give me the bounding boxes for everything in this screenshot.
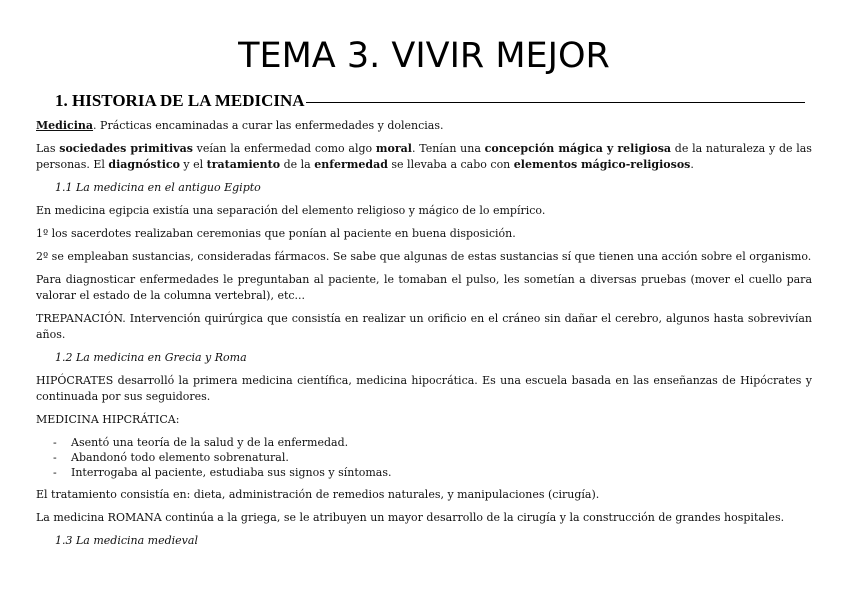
egipto-paragraph-5: TREPANACIÓN. Intervención quirúrgica que consistía en realizar un orificio en el cráneo sin dañar el cerebro, algunos hasta sobrevivían años.	[36, 312, 812, 341]
text-run: de la	[280, 158, 315, 171]
bold-run: concepción mágica y religiosa	[484, 142, 672, 155]
section-heading-historia	[55, 91, 805, 111]
text-run: . Tenían una	[411, 142, 485, 155]
primitivas-paragraph	[36, 141, 812, 173]
list-item	[36, 450, 812, 465]
bold-run: diagnóstico	[108, 158, 180, 171]
text-run: de la naturaleza y de las personas. El	[36, 142, 812, 171]
list-item	[36, 435, 812, 450]
document-body	[36, 118, 812, 556]
egipto-paragraph-4: Para diagnosticar enfermedades le preguntaban al paciente, le tomaban el pulso, les sometían a diversas pruebas (mover el cuello para valorar el estado de la columna vertebral), etc...	[36, 273, 812, 302]
bullet-dash: -	[53, 451, 57, 464]
egipto-paragraph-2: 1º los sacerdotes realizaban ceremonias que ponían al paciente en buena disposición.	[36, 227, 516, 240]
egipto-paragraph-1: En medicina egipcia existía una separación del elemento religioso y mágico de lo empírico.	[36, 204, 546, 217]
document-title: TEMA 3. VIVIR MEJOR	[238, 36, 610, 76]
grecia-paragraph-2: MEDICINA HIPCRÁTICA:	[36, 413, 180, 426]
subheading-medieval: 1.3 La medicina medieval	[55, 534, 198, 547]
egipto-paragraph-3: 2º se empleaban sustancias, consideradas fármacos. Se sabe que algunas de estas sustancias sí que tienen una acción sobre el organismo.	[36, 250, 812, 263]
text-run: veían la enfermedad como algo	[192, 142, 376, 155]
text-run: Las	[36, 142, 60, 155]
grecia-paragraph-3: El tratamiento consistía en: dieta, administración de remedios naturales, y manipulaciones (cirugía).	[36, 488, 600, 501]
grecia-paragraph-1: HIPÓCRATES desarrolló la primera medicina científica, medicina hipocrática. Es una escuela basada en las enseñanzas de Hipócrates y continuada por sus seguidores.	[36, 374, 812, 403]
bullet-dash: -	[53, 436, 57, 449]
text-run: y el	[179, 158, 207, 171]
bullet-dash: -	[53, 466, 57, 479]
list-item	[36, 465, 812, 480]
list-item-text: Interrogaba al paciente, estudiaba sus signos y síntomas.	[71, 466, 392, 479]
heading-underline-rule	[306, 102, 805, 103]
list-item-text: Asentó una teoría de la salud y de la enfermedad.	[71, 436, 349, 449]
section-heading-text: 1. HISTORIA DE LA MEDICINA	[55, 91, 305, 110]
medicina-definition	[36, 118, 812, 134]
medicina-definition-text: . Prácticas encaminadas a curar las enfermedades y dolencias.	[93, 119, 444, 132]
subheading-grecia-roma: 1.2 La medicina en Grecia y Roma	[55, 351, 247, 364]
bold-run: moral	[375, 142, 412, 155]
bold-run: sociedades primitivas	[59, 142, 193, 155]
bold-run: enfermedad	[314, 158, 388, 171]
list-item-text: Abandonó todo elemento sobrenatural.	[71, 451, 289, 464]
text-run: se llevaba a cabo con	[387, 158, 514, 171]
hipocratica-list	[36, 435, 812, 480]
text-run: .	[690, 158, 694, 171]
medicina-term: Medicina	[36, 119, 94, 132]
bold-run: tratamiento	[206, 158, 281, 171]
grecia-paragraph-4: La medicina ROMANA continúa a la griega, se le atribuyen un mayor desarrollo de la cirugía y la construcción de grandes hospitales.	[36, 511, 785, 524]
subheading-egipto: 1.1 La medicina en el antiguo Egipto	[55, 181, 261, 194]
bold-run: elementos mágico-religiosos	[513, 158, 691, 171]
